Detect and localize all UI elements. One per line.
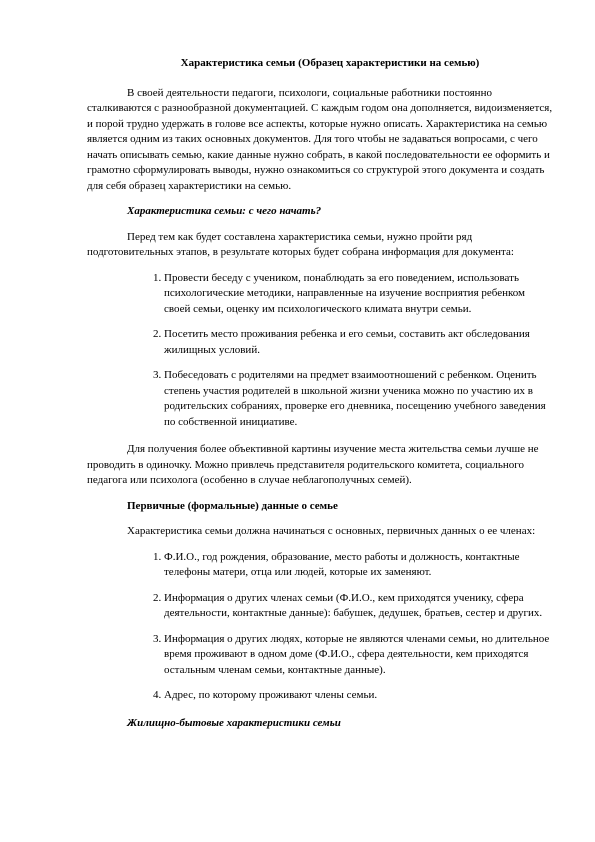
list-item: 1. Ф.И.О., год рождения, образование, место работы и должность, контактные телефоны матери, отца или людей, которые их заменяют. bbox=[164, 550, 553, 581]
list-item: 1. Провести беседу с учеником, понаблюдать за его поведением, использовать психологические методики, направленные на изучение восприятия ребенком своей семьи, оценку им психологического климата внутри семьи. bbox=[164, 271, 553, 318]
document-title: Характеристика семьи (Образец характеристики на семью) bbox=[180, 57, 480, 69]
section1-intro-paragraph: Перед тем как будет составлена характеристика семьи, нужно пройти ряд подготовительных этапов, в результате которых будет собрана информация для документа: bbox=[87, 230, 514, 258]
list-item: 3. Информация о других людях, которые не являются членами семьи, но длительное время проживают в одном доме (Ф.И.О., сфера деятельности, кем приходятся остальным членам семьи, контактные данные). bbox=[164, 632, 553, 679]
section-heading-where-to-start: Характеристика семьи: с чего начать? bbox=[127, 205, 322, 217]
primary-data-list bbox=[87, 550, 553, 704]
section-heading-living-conditions: Жилищно-бытовые характеристики семьи bbox=[127, 716, 341, 729]
section-heading-primary-data: Первичные (формальные) данные о семье bbox=[127, 499, 338, 512]
list-item: 2. Посетить место проживания ребенка и его семьи, составить акт обследования жилищных условий. bbox=[164, 327, 553, 358]
list-item: 2. Информация о других членах семьи (Ф.И.О., кем приходятся ученику, сфера деятельности, контактные данные): бабушек, дедушек, братьев, сестер и других. bbox=[164, 591, 553, 622]
list-item: 3. Побеседовать с родителями на предмет взаимоотношений с ребенком. Оценить степень участия родителей в школьной жизни ученика можно по участию их в родительских собраниях, проверке его дневника, посещению учебного заведения по собственной инициативе. bbox=[164, 368, 553, 430]
section2-intro-paragraph: Характеристика семьи должна начинаться с основных, первичных данных о ее членах: bbox=[127, 525, 536, 537]
list-item: 4. Адрес, по которому проживают члены семьи. bbox=[164, 688, 553, 704]
section1-outro-paragraph: Для получения более объективной картины изучение места жительства семьи лучше не проводить в одиночку. Можно привлечь представителя родительского комитета, социального педагога или психолога (особенно в случае неблагополучных семей). bbox=[87, 443, 539, 486]
document-page bbox=[87, 56, 553, 741]
preparation-steps-list bbox=[87, 271, 553, 431]
intro-paragraph: В своей деятельности педагоги, психологи, социальные работники постоянно сталкиваются с разнообразной документацией. С каждым годом она дополняется, видоизменяется, и порой трудно удержать в голове все аспекты, которые нужно описать. Характеристика на семью является одним из таких основных документов. Для того чтобы не задаваться вопросами, с чего начать описывать семью, какие данные нужно собрать, в какой последовательности ее оформить и грамотно сформулировать выводы, нужно ознакомиться со структурой этого документа и создать для себя образец характеристики на семью. bbox=[87, 86, 553, 192]
